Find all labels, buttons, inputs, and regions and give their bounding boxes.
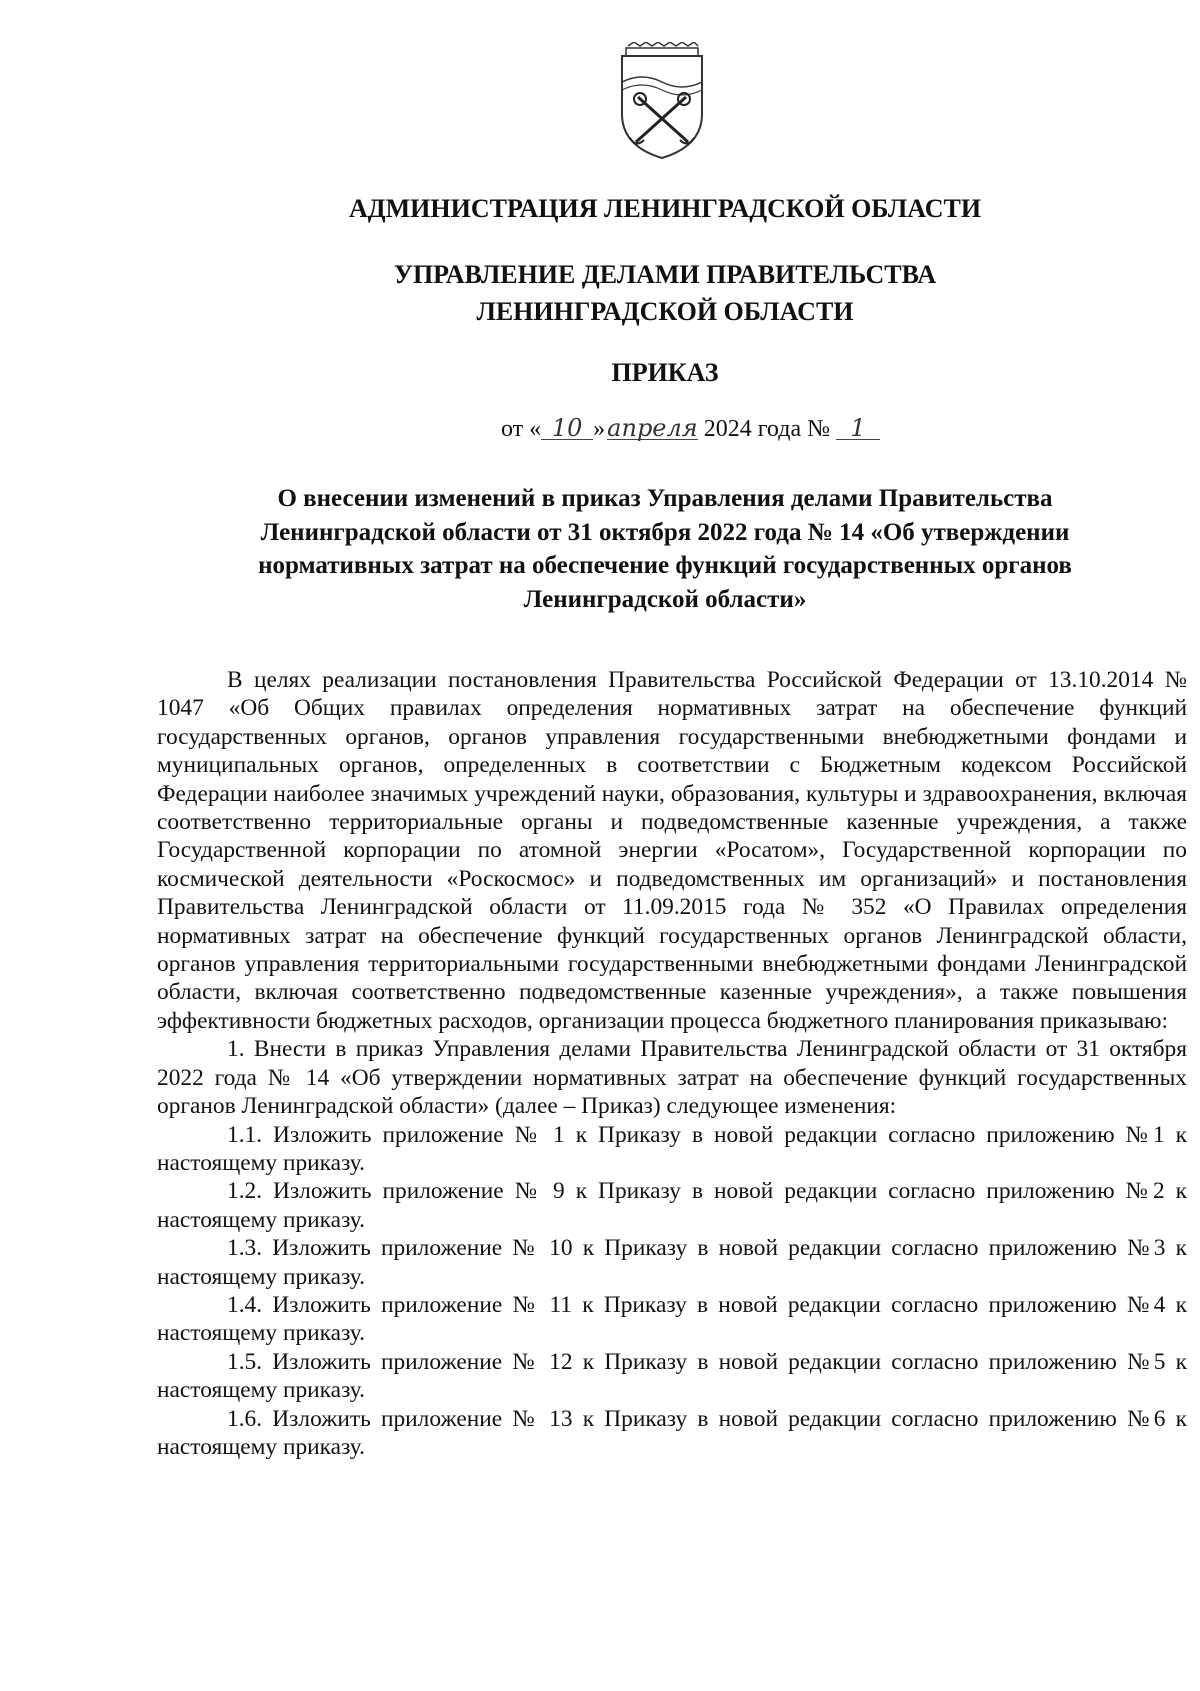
coat-of-arms-icon (618, 42, 706, 160)
date-prefix: от « (501, 416, 542, 442)
department-heading-line-2: ЛЕНИНГРАДСКОЙ ОБЛАСТИ (476, 297, 854, 326)
subject-line-4: Ленинградской области» (523, 585, 807, 613)
handwritten-month: апреля (607, 414, 698, 442)
order-date-line (501, 416, 880, 443)
document-type-heading: ПРИКАЗ (611, 358, 719, 387)
department-heading (150, 256, 1180, 330)
item-1-paragraph: 1. Внести в приказ Управления делами Правительства Ленинградской области от 31 октября 2022 года № 14 «Об утверждении нормативных затрат на обеспечение функций государственных органов Ленинградской области» (далее – Приказ) следующее изменения: (157, 1036, 1187, 1120)
subject-line-3: нормативных затрат на обеспечение функций государственных органов (258, 552, 1072, 579)
department-heading-line-1: УПРАВЛЕНИЕ ДЕЛАМИ ПРАВИТЕЛЬСТВА (393, 260, 937, 289)
item-1-3-paragraph: 1.3. Изложить приложение № 10 к Приказу в новой редакции согласно приложению №3 к настоящему приказу. (157, 1235, 1187, 1290)
item-1-6-paragraph: 1.6. Изложить приложение № 13 к Приказу в новой редакции согласно приложению №6 к настоящему приказу. (157, 1405, 1187, 1460)
handwritten-order-number: 1 (836, 417, 880, 440)
item-1-5-paragraph: 1.5. Изложить приложение № 12 к Приказу в новой редакции согласно приложению №5 к настоящему приказу. (157, 1348, 1187, 1404)
date-close-quote: » (593, 416, 606, 442)
subject-line-1: О внесении изменений в приказ Управления делами Правительства (277, 485, 1053, 512)
item-1-2-paragraph: 1.2. Изложить приложение № 9 к Приказу в новой редакции согласно приложению №2 к настоящему приказу. (157, 1178, 1187, 1233)
item-1-1-paragraph: 1.1. Изложить приложение № 1 к Приказу в новой редакции согласно приложению №1 к настоящему приказу. (157, 1121, 1187, 1176)
preamble-paragraph: В целях реализации постановления Правительства Российской Федерации от 13.10.2014 № 1047 «Об Общих правилах определения нормативных затрат на обеспечение функций государственных органов, органов управления государственными внебюджетными фондами и муниципальных органов, определенных в соответствии с Бюджетным кодексом Российской Федерации наиболее значимых учреждений науки, образования, культуры и здравоохранения, включая соответственно территориальные органы и подведомственные казенные учреждения, а также Государственной корпорации по атомной энергии «Росатом», Государственной корпорации по космической деятельности «Роскосмос» и подведомственных им организаций» и постановления Правительства Ленинградской области от 11.09.2015 года № 352 «О Правилах определения нормативных затрат на обеспечение функций государственных органов Ленинградской области, органов управления территориальными государственными внебюджетными фондами Ленинградской области, включая соответственно подведомственные казенные учреждения», а также повышения эффективности бюджетных расходов, организации процесса бюджетного планирования приказываю: (157, 667, 1187, 1034)
subject-line-2: Ленинградской области от 31 октября 2022 года № 14 «Об утверждении (260, 518, 1070, 546)
order-subject (150, 482, 1180, 616)
handwritten-day: 10 (541, 417, 593, 440)
item-1-4-paragraph: 1.4. Изложить приложение № 11 к Приказу в новой редакции согласно приложению №4 к настоящему приказу. (157, 1291, 1187, 1347)
date-year-text: 2024 года № (703, 416, 831, 442)
organization-heading: АДМИНИСТРАЦИЯ ЛЕНИНГРАДСКОЙ ОБЛАСТИ (348, 194, 982, 223)
order-body (157, 666, 1187, 1461)
